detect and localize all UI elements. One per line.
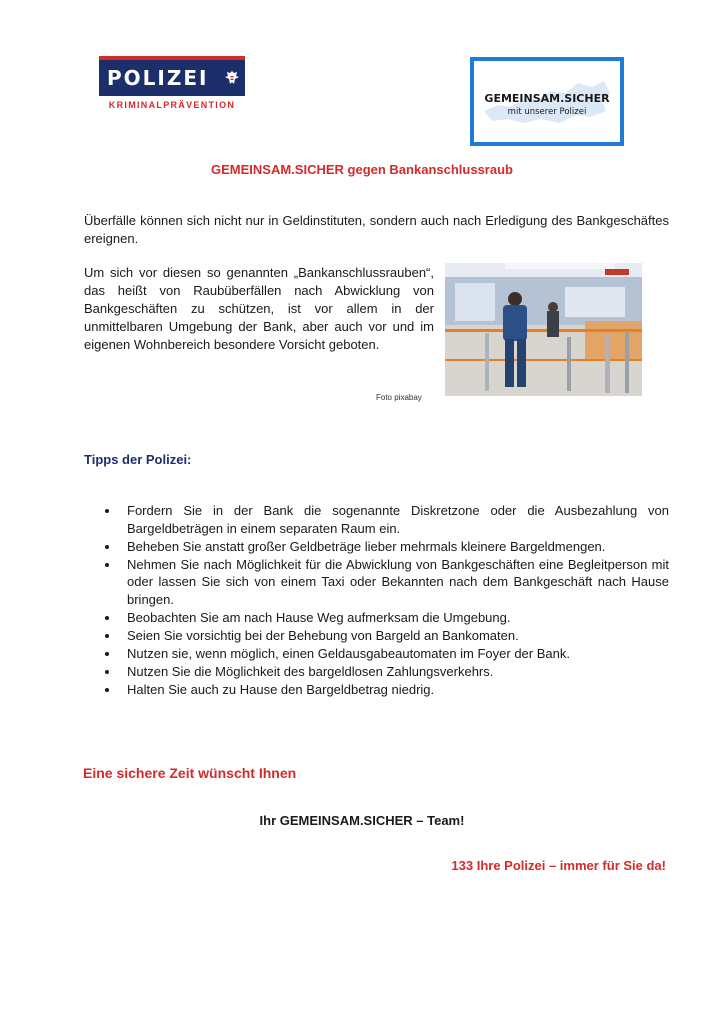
- closing-wish: Eine sichere Zeit wünscht Ihnen: [83, 765, 297, 781]
- list-item: Nutzen Sie die Möglichkeit des bargeldlosen Zahlungsverkehrs.: [103, 663, 669, 681]
- tips-list: [103, 502, 669, 699]
- austrian-eagle-icon: [225, 70, 239, 86]
- gemeinsam-sicher-logo-subtitle: mit unserer Polizei: [507, 107, 587, 117]
- intro-paragraph-2: Um sich vor diesen so genannten „Bankanschlussrauben“, das heißt von Raubüberfällen nach Abwicklung von Bankgeschäften zu schützen, ist vor allem in der unmittelbaren Umgebung der Bank, aber auch vor und im eigenen Wohnbereich besondere Vorsicht geboten.: [84, 265, 434, 352]
- list-item: Nehmen Sie nach Möglichkeit für die Abwicklung von Bankgeschäften eine Begleitperson mit oder lassen Sie sich von einem Taxi oder Bekannten nach dem Bankgeschäft nach Hause bringen.: [103, 556, 669, 609]
- polizei-logo-banner: [99, 56, 245, 96]
- list-item: Seien Sie vorsichtig bei der Behebung von Bargeld an Bankomaten.: [103, 627, 669, 645]
- team-signature: Ihr GEMEINSAM.SICHER – Team!: [259, 813, 465, 828]
- document-title: GEMEINSAM.SICHER gegen Bankanschlussraub: [211, 162, 513, 177]
- bank-interior-photo: [445, 263, 642, 396]
- photo-caption: Foto pixabay: [376, 393, 422, 402]
- gemeinsam-sicher-logo-title: GEMEINSAM.SICHER: [484, 92, 610, 105]
- list-item: Nutzen sie, wenn möglich, einen Geldausgabeautomaten im Foyer der Bank.: [103, 645, 669, 663]
- hotline-slogan: 133 Ihre Polizei – immer für Sie da!: [451, 858, 666, 873]
- tips-heading: Tipps der Polizei:: [84, 452, 192, 467]
- polizei-logo: [99, 56, 245, 114]
- polizei-logo-word: POLIZEI: [107, 66, 209, 90]
- list-item: Beheben Sie anstatt großer Geldbeträge lieber mehrmals kleinere Bargeldmengen.: [103, 538, 669, 556]
- list-item: Beobachten Sie am nach Hause Weg aufmerksam die Umgebung.: [103, 609, 669, 627]
- list-item: Halten Sie auch zu Hause den Bargeldbetrag niedrig.: [103, 681, 669, 699]
- polizei-logo-subtitle: KRIMINALPRÄVENTION: [108, 100, 236, 110]
- intro-paragraph-1: Überfälle können sich nicht nur in Geldinstituten, sondern auch nach Erledigung des Bankgeschäftes ereignen.: [84, 213, 669, 246]
- list-item: Fordern Sie in der Bank die sogenannte Diskretzone oder die Ausbezahlung von Bargeldbeträgen in einem separaten Raum ein.: [103, 502, 669, 537]
- gemeinsam-sicher-logo: [470, 57, 624, 146]
